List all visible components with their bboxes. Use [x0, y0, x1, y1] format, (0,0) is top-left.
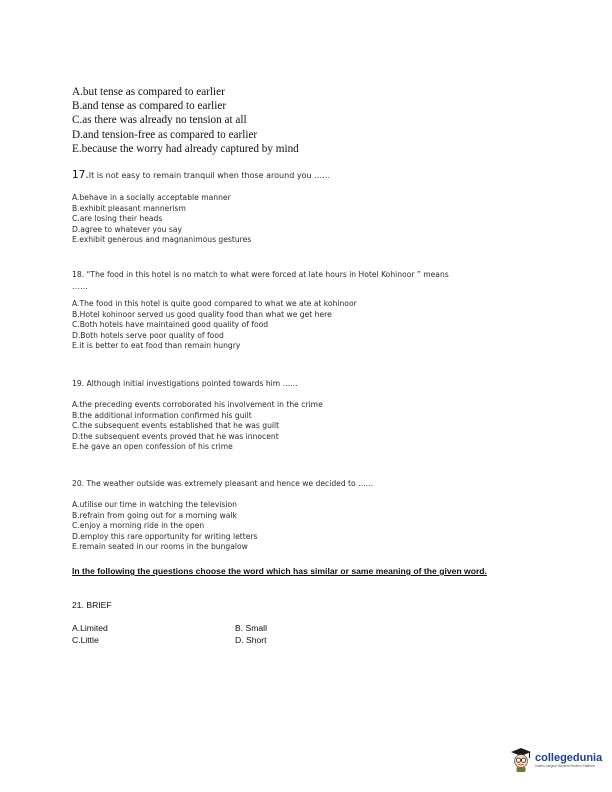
option-a: A.the preceding events corroborated his involvement in the crime	[72, 400, 323, 409]
option-d: D.employ this rare opportunity for writing letters	[72, 531, 258, 541]
question-17	[72, 169, 330, 246]
option-a: A.The food in this hotel is quite good compared to what we ate at kohinoor	[72, 299, 357, 308]
collegedunia-logo	[510, 747, 602, 773]
option-a: A.Limited	[72, 623, 108, 633]
option-d: D.the subsequent events proved that he was innocent	[72, 431, 279, 441]
section-instruction: In the following the questions choose the word which has similar or same meaning of the given word.	[72, 566, 487, 576]
question-18-dots: ……	[72, 282, 89, 291]
option-b: B.and tense as compared to earlier	[72, 100, 227, 113]
option-d: D. Short	[235, 635, 267, 645]
prev-question-options	[72, 85, 299, 156]
question-19	[72, 379, 323, 453]
options-row	[72, 622, 267, 634]
question-20	[72, 479, 373, 553]
option-e: E.remain seated in our rooms in the bungalow	[72, 542, 248, 552]
option-e: E.he gave an open confession of his crime	[72, 442, 233, 452]
option-a: A.but tense as compared to earlier	[72, 86, 225, 98]
option-e: E.exhibit generous and magnanimous gestures	[72, 235, 252, 245]
question-18	[72, 270, 449, 352]
question-text: It is not easy to remain tranquil when those around you ……	[88, 171, 331, 180]
question-18-stem: 18. “The food in this hotel is no match to what were forced at late hours in Hotel Kohinoor ” means	[72, 270, 449, 279]
option-c: C.Little	[72, 635, 99, 645]
option-e: E.it is better to eat food than remain hungry	[72, 341, 241, 351]
option-b: B. Small	[235, 623, 267, 633]
options-row	[72, 634, 267, 646]
option-d: D.agree to whatever you say	[72, 224, 182, 234]
student-mascot-icon	[510, 747, 532, 773]
question-21-options	[72, 622, 267, 646]
question-21-title: 21. BRIEF	[72, 600, 112, 610]
question-19-stem: 19. Although initial investigations pointed towards him ……	[72, 379, 298, 388]
option-c: C.are losing their heads	[72, 214, 163, 224]
logo-text	[535, 752, 602, 769]
question-17-stem	[72, 169, 330, 181]
option-d: D.and tension-free as compared to earlier	[72, 128, 258, 141]
logo-name: collegedunia	[535, 751, 603, 764]
logo-tagline: India's Largest Student Review Platform	[535, 763, 596, 768]
option-e: E.because the worry had already captured by mind	[72, 142, 299, 155]
option-d: D.Both hotels serve poor quality of food	[72, 330, 224, 340]
question-number: 17.	[72, 169, 89, 181]
question-20-stem: 20. The weather outside was extremely pleasant and hence we decided to ……	[72, 479, 374, 488]
option-c: C.enjoy a morning ride in the open	[72, 521, 205, 531]
option-b: B.exhibit pleasant mannerism	[72, 203, 186, 213]
option-c: C.the subsequent events established that he was guilt	[72, 421, 280, 431]
option-a: A.behave in a socially acceptable manner	[72, 193, 231, 202]
option-a: A.utilise our time in watching the television	[72, 500, 237, 509]
option-c: C.Both hotels have maintained good quality of food	[72, 320, 269, 330]
option-b: B.refrain from going out for a morning walk	[72, 510, 237, 520]
option-c: C.as there was already no tension at all	[72, 114, 247, 127]
option-b: B.the additional information confirmed his guilt	[72, 410, 252, 420]
option-b: B.Hotel kohinoor served us good quality food than what we get here	[72, 309, 332, 319]
